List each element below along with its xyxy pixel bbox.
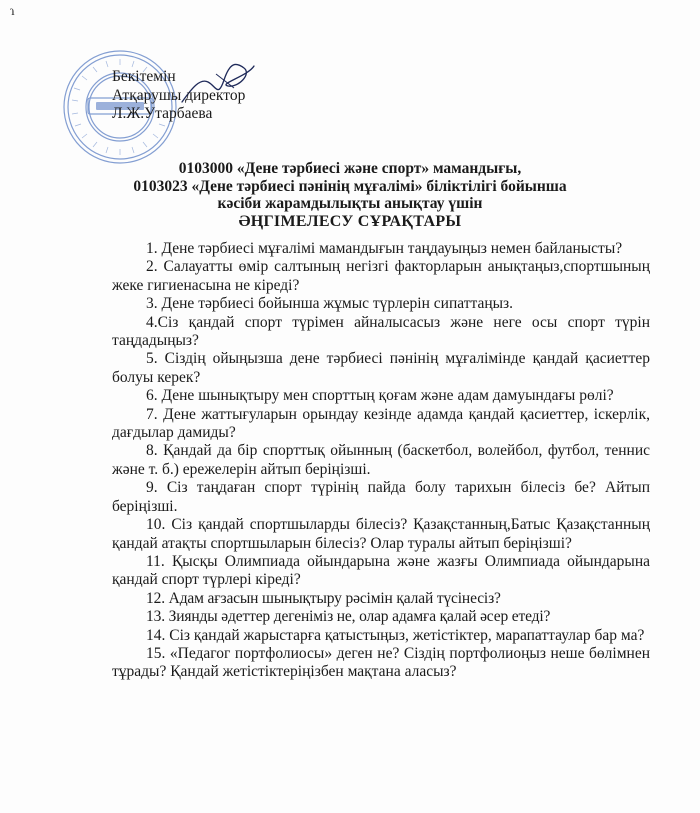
- approval-block: [112, 68, 245, 124]
- question-item: 4.Сіз қандай спорт түрімен айналысасыз және неге осы спорт түрін таңдадыңыз?: [112, 313, 650, 350]
- question-item: 11. Қысқы Олимпиада ойындарына және жазғы Олимпиада ойындарына қандай спорт түрлері кіреді?: [112, 552, 650, 589]
- approval-name: Л.Ж.Утарбаева: [112, 105, 213, 122]
- question-item: 6. Дене шынықтыру мен спорттың қоғам және адам дамуындағы рөлі?: [146, 387, 614, 405]
- question-item: 15. «Педагог портфолиосы» деген не? Сіздің портфолиоңыз неше бөлімнен тұрады? Қандай жетістіктеріңізбен мақтана аласыз?: [112, 644, 650, 681]
- questions-list: [112, 240, 650, 682]
- approval-position: Атқарушы директор: [112, 86, 246, 104]
- document-heading: [0, 160, 700, 230]
- heading-purpose: кәсіби жарамдылықты анықтау үшін: [217, 195, 483, 212]
- question-item: 14. Сіз қандай жарыстарға қатыстыңыз, жетістіктер, марапаттаулар бар ма?: [146, 626, 645, 644]
- corner-mark: ɿ: [10, 4, 15, 19]
- question-item: 12. Адам ағзасын шынықтыру рәсімін қалай түсінесіз?: [146, 589, 501, 607]
- question-item: 2. Салауатты өмір салтының негізгі факторларын анықтаңыз,спортшының жеке гигиенасына не кіреді?: [112, 258, 650, 294]
- heading-specialty: 0103000 «Дене тәрбиесі және спорт» мамандығы,: [178, 160, 522, 177]
- heading-qualification: 0103023 «Дене тәрбиесі пәнінің мұғалімі» біліктілігі бойынша: [133, 177, 567, 195]
- question-item: 7. Дене жаттығуларын орындау кезінде адамда қандай қасиеттер, іскерлік, дағдылар дамиды?: [112, 405, 650, 442]
- question-item: 13. Зиянды әдеттер дегеніміз не, олар адамға қалай әсер етеді?: [146, 608, 551, 626]
- question-item: 3. Дене тәрбиесі бойынша жұмыс түрлерін сипаттаңыз.: [146, 295, 514, 313]
- question-item: 8. Қандай да бір спорттық ойынның (баскетбол, волейбол, футбол, теннис және т. б.) ережелерін айтып беріңізші.: [112, 442, 650, 478]
- question-item: 1. Дене тәрбиесі мұғалімі мамандығын таңдауыңыз немен байланысты?: [146, 240, 623, 257]
- question-item: 9. Сіз таңдаған спорт түрінің пайда болу тарихын білесіз бе? Айтып беріңізші.: [112, 479, 650, 515]
- document-title: ӘҢГІМЕЛЕСУ СҰРАҚТАРЫ: [238, 212, 462, 230]
- approval-label: Бекітемін: [112, 68, 176, 85]
- question-item: 5. Сіздің ойыңызша дене тәрбиесі пәнінің мұғалімінде қандай қасиеттер болуы керек?: [112, 350, 650, 386]
- question-item: 10. Сіз қандай спортшыларды білесіз? Қазақстанның,Батыс Қазақстанның қандай атақты спортшыларын білесіз? Олар туралы айтып беріңізші?: [112, 516, 650, 552]
